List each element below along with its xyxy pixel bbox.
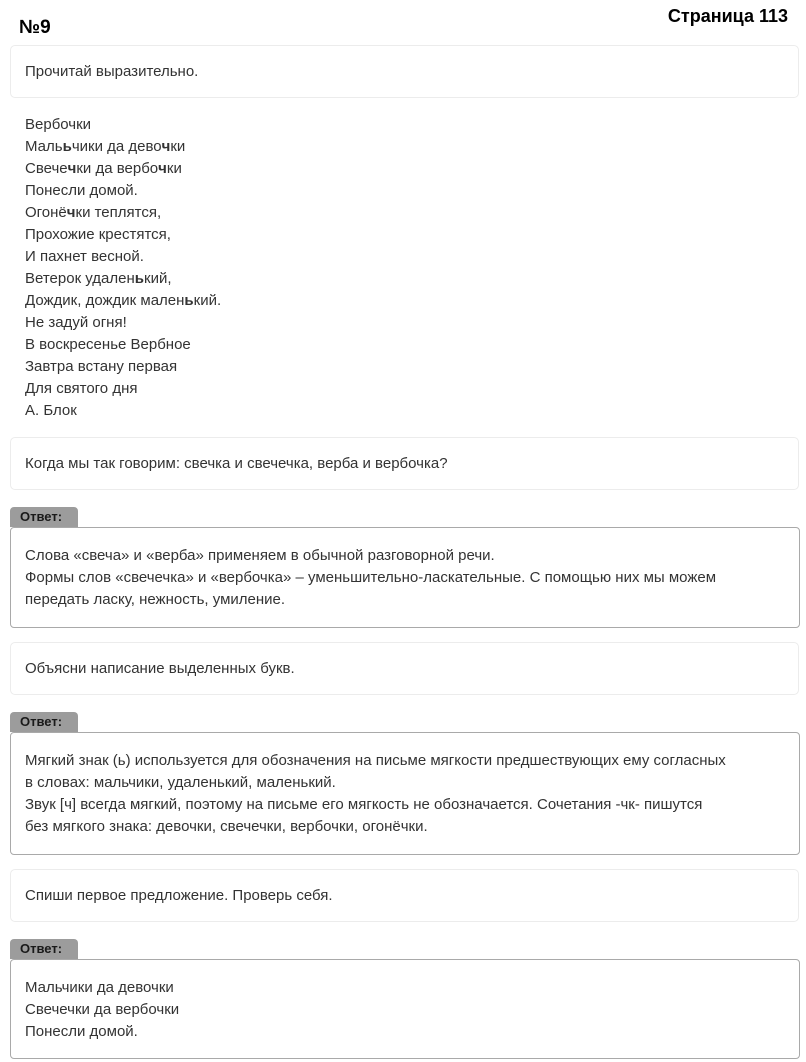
answer-line: без мягкого знака: девочки, свечечки, вербочки, огонёчки. xyxy=(25,818,428,835)
poem-text: ки да вербо xyxy=(76,160,159,177)
answer-line: Звук [ч] всегда мягкий, поэтому на письме его мягкость не обозначается. Сочетания -чк- пишутся xyxy=(25,796,703,813)
answer-line: Понесли домой. xyxy=(25,1023,138,1040)
highlighted-letter: ч xyxy=(67,160,77,177)
answer-line: Свечечки да вербочки xyxy=(25,1001,180,1018)
highlighted-letter: ч xyxy=(66,204,76,221)
poem-text: кий. xyxy=(193,292,222,309)
poem-line xyxy=(25,334,221,356)
poem-text: Прохожие крестятся, xyxy=(25,226,171,243)
poem-text: ки xyxy=(166,160,182,177)
answer-line: Слова «свеча» и «верба» применяем в обычной разговорной речи. xyxy=(25,547,495,564)
page-number-title: Страница 113 xyxy=(667,6,788,26)
highlighted-letter: ч xyxy=(158,160,167,177)
poem-text: Маль xyxy=(25,138,63,155)
answer-box-letters xyxy=(10,732,800,855)
question-text: Когда мы так говорим: свечка и свечечка, верба и вербочка? xyxy=(25,455,448,472)
answer-label: Ответ: xyxy=(10,939,78,959)
poem-line xyxy=(25,268,221,290)
highlighted-letter: ч xyxy=(161,138,171,155)
answer-line: Мальчики да девочки xyxy=(25,979,174,996)
answer-line: Мягкий знак (ь) используется для обозначения на письме мягкости предшествующих ему согласных xyxy=(25,752,726,769)
answer-box-forms xyxy=(10,527,800,628)
instruction-text: Прочитай выразительно. xyxy=(25,63,199,80)
question-text: Спиши первое предложение. Проверь себя. xyxy=(25,887,333,904)
poem-text: Огонё xyxy=(25,204,67,221)
poem-text: ки теплятся, xyxy=(75,204,162,221)
highlighted-letter: ь xyxy=(184,292,194,309)
poem-line xyxy=(25,224,221,246)
poem-line xyxy=(25,312,221,334)
poem-line xyxy=(25,158,221,180)
poem-text: кий, xyxy=(144,270,172,287)
poem-line xyxy=(25,202,221,224)
poem-text: чики да дево xyxy=(71,138,162,155)
question-card-letters xyxy=(10,642,799,695)
poem-text: Завтра встану первая xyxy=(25,358,178,375)
poem-text: Ветерок удален xyxy=(25,270,135,287)
poem-text: Дождик, дождик мален xyxy=(25,292,185,309)
poem-title: Вербочки xyxy=(25,116,92,133)
poem-text: ки xyxy=(170,138,186,155)
highlighted-letter: ь xyxy=(134,270,145,287)
poem-text: Не задуй огня! xyxy=(25,314,127,331)
answer-line: Формы слов «свечечка» и «вербочка» – уменьшительно-ласкательные. С помощью них мы можем xyxy=(25,569,717,586)
task-number: №9 xyxy=(19,17,51,38)
poem-line xyxy=(25,246,221,268)
poem-line xyxy=(25,290,221,312)
question-card-copy xyxy=(10,869,799,922)
poem-line xyxy=(25,180,221,202)
poem-line xyxy=(25,356,221,378)
poem-text: Для святого дня xyxy=(25,380,138,397)
answer-line: в словах: мальчики, удаленький, маленький. xyxy=(25,774,336,791)
answer-box-copy xyxy=(10,959,800,1059)
poem-text: Свече xyxy=(25,160,68,177)
highlighted-letter: ь xyxy=(62,138,72,155)
poem-text: Понесли домой. xyxy=(25,182,138,199)
poem-text: И пахнет весной. xyxy=(25,248,144,265)
poem-text: В воскресенье Вербное xyxy=(25,336,191,353)
answer-line: передать ласку, нежность, умиление. xyxy=(25,591,286,608)
poem-line xyxy=(25,136,221,158)
answer-label: Ответ: xyxy=(10,507,78,527)
question-text: Объясни написание выделенных букв. xyxy=(25,660,295,677)
answer-label: Ответ: xyxy=(10,712,78,732)
poem-line xyxy=(25,378,221,400)
instruction-card xyxy=(10,45,799,98)
poem-author: А. Блок xyxy=(25,402,77,419)
question-card-forms xyxy=(10,437,799,490)
poem-lines xyxy=(25,136,221,400)
poem xyxy=(25,114,221,422)
